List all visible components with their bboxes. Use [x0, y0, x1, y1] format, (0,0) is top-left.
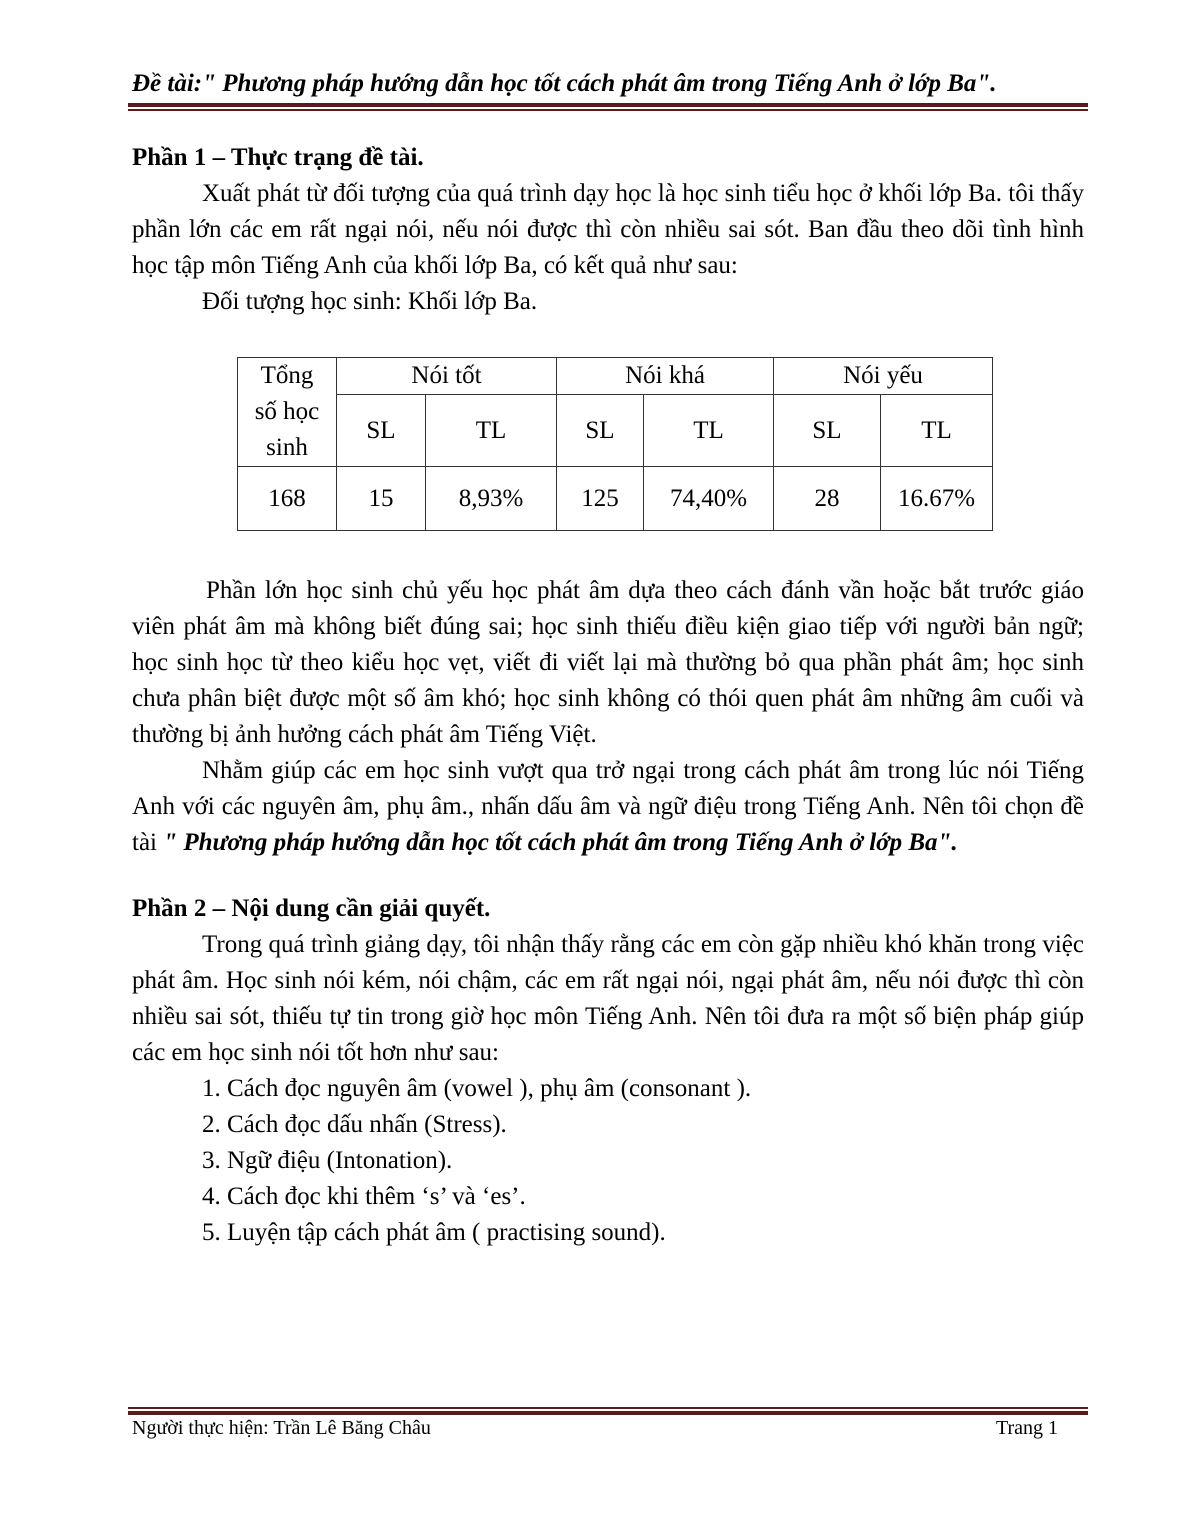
section2-heading: Phần 2 – Nội dung cần giải quyết.: [132, 895, 491, 922]
results-table: [237, 357, 993, 531]
header-rule-thin: [128, 109, 1088, 111]
table-cell: 8,93%: [426, 467, 557, 531]
table-subheader: SL: [557, 395, 644, 467]
list-item: 1. Cách đọc nguyên âm (vowel ), phụ âm (consonant ).: [202, 1075, 752, 1102]
header-rule-thick: [128, 103, 1088, 107]
list-item: 5. Luyện tập cách phát âm ( practising sound).: [202, 1219, 666, 1246]
spacer: [132, 531, 1084, 573]
section1-paragraph-2: Đối tượng học sinh: Khối lớp Ba.: [202, 288, 538, 315]
table-cell: 16.67%: [881, 467, 993, 531]
table-subheader: TL: [881, 395, 993, 467]
spacer: [132, 861, 1084, 891]
footer-page-number: Trang 1: [995, 1417, 1058, 1439]
table-subheader: SL: [774, 395, 881, 467]
section2-paragraph-1: Trong quá trình giảng dạy, tôi nhận thấy rằng các em còn gặp nhiều khó khăn trong việc phát âm. Học sinh nói kém, nói chậm, các em rất ngại nói, ngại phát âm, nếu nói được thì còn nhiều sai sót, thiếu tự tin trong giờ học môn Tiếng Anh. Nên tôi đưa ra một số biện pháp giúp các em học sinh nói tốt hơn như sau:: [132, 931, 1084, 1066]
footer-rule-thin: [128, 1407, 1088, 1409]
table-subheader: TL: [644, 395, 774, 467]
section1-paragraph-3: Phần lớn học sinh chủ yếu học phát âm dựa theo cách đánh vần hoặc bắt trước giáo viên phát âm mà không biết đúng sai; học sinh thiếu điều kiện giao tiếp với người bản ngữ; học sinh học từ theo kiểu học vẹt, viết đi viết lại mà thường bỏ qua phần phát âm; học sinh chưa phân biệt được một số âm khó; học sinh không có thói quen phát âm những âm cuối và thường bị ảnh hưởng cách phát âm Tiếng Việt.: [132, 577, 1084, 748]
document-body: [132, 140, 1084, 1251]
list-item: 2. Cách đọc dấu nhấn (Stress).: [202, 1111, 507, 1138]
table-cell: 28: [774, 467, 881, 531]
table-cell: 168: [238, 467, 337, 531]
list-item: 3. Ngữ điệu (Intonation).: [202, 1147, 453, 1174]
page-footer: [132, 1417, 1058, 1440]
section1-paragraph-1: Xuất phát từ đối tượng của quá trình dạy học là học sinh tiểu học ở khối lớp Ba. tôi thấy phần lớn các em rất ngại nói, nếu nói được thì còn nhiều sai sót. Ban đầu theo dõi tình hình học tập môn Tiếng Anh của khối lớp Ba, có kết quả như sau:: [132, 180, 1084, 279]
table-header-group: Nói khá: [557, 358, 774, 395]
topic-title-emphasis: " Phương pháp hướng dẫn học tốt cách phát âm trong Tiếng Anh ở lớp Ba".: [163, 829, 958, 856]
table-row: [238, 467, 993, 531]
table-cell: 74,40%: [644, 467, 774, 531]
section1-heading: Phần 1 – Thực trạng đề tài.: [132, 144, 424, 171]
table-cell: 125: [557, 467, 644, 531]
table-header-group: Nói tốt: [337, 358, 557, 395]
table-header-group: Nói yếu: [774, 358, 993, 395]
table-header-total: Tổng số học sinh: [238, 358, 337, 467]
table-subheader: TL: [426, 395, 557, 467]
list-item: 4. Cách đọc khi thêm ‘s’ và ‘es’.: [202, 1183, 526, 1210]
footer-rule-thick: [128, 1411, 1088, 1415]
footer-author: Người thực hiện: Trần Lê Băng Châu: [132, 1417, 431, 1439]
paragraph-text: Nhằm giúp các em học sinh vượt qua trở ngại trong cách phát âm trong lúc nói Tiếng Anh với các nguyên âm, phụ âm., nhấn dấu âm và ngữ điệu trong Tiếng Anh. Nên tôi chọn đề tài: [132, 757, 1084, 856]
document-header-title: Đề tài:" Phương pháp hướng dẫn học tốt cách phát âm trong Tiếng Anh ở lớp Ba".: [132, 70, 997, 97]
table-subheader: SL: [337, 395, 426, 467]
table-cell: 15: [337, 467, 426, 531]
spacer: [132, 320, 1084, 357]
section1-paragraph-4: [132, 753, 1084, 861]
